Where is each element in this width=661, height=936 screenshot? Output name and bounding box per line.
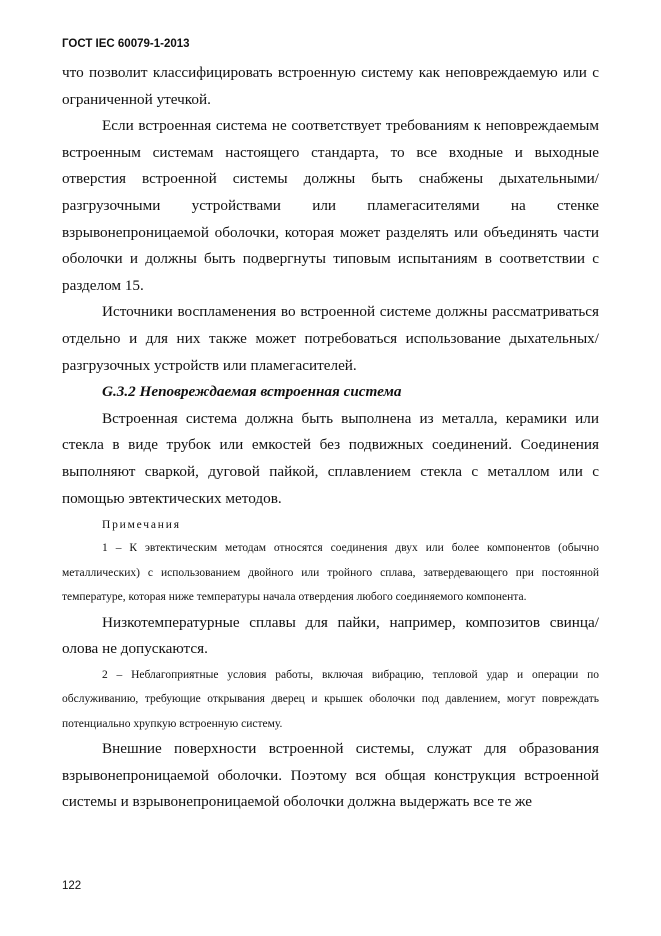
page-number: 122 (62, 880, 82, 892)
paragraph: Низкотемпературные сплавы для пайки, например, композитов свинца/олова не допускаются. (62, 613, 599, 658)
document-header: ГОСТ IEC 60079-1-2013 (62, 38, 190, 50)
note-item: 2 – Неблагоприятные условия работы, включая вибрацию, тепловой удар и операции по обслуживанию, требующие открывания дверец и крышек оболочки под давлением, могут повреждать потенциально хрупкую встроенную систему. (62, 668, 599, 730)
paragraph: Внешние поверхности встроенной системы, служат для образования взрывонепроницаемой оболочки. Поэтому вся общая конструкция встроенной системы и взрывонепроницаемой оболочки должна выдержать все те же (62, 740, 599, 811)
notes-title: Примечания (102, 519, 181, 532)
paragraph: Если встроенная система не соответствует требованиям к неповреждаемым встроенным системам настоящего стандарта, то все входные и выходные отверстия встроенной системы должны быть снабжены дыхательными/разгрузочными устройствами или пламегасителями на стенке взрывонепроницаемой оболочки, которая может разделять или объединять части оболочки и должны быть подвергнуты типовым испытаниям в соответствии с разделом 15. (62, 117, 599, 294)
paragraph-continuation: что позволит классифицировать встроенную систему как неповреждаемую или с ограниченной утечкой. (62, 64, 599, 108)
paragraph: Встроенная система должна быть выполнена из металла, керамики или стекла в виде трубок или емкостей без подвижных соединений. Соединения выполняют сваркой, дуговой пайкой, сплавлением стекла с металлом или с помощью эвтектических методов. (62, 409, 599, 507)
paragraph: Источники воспламенения во встроенной системе должны рассматриваться отдельно и для них также может потребоваться использование дыхательных/разгрузочных устройств или пламегасителей. (62, 303, 599, 374)
page-body (62, 60, 599, 816)
note-item: 1 – К эвтектическим методам относятся соединения двух или более компонентов (обычно металлических) с использованием двойного или тройного сплава, затвердевающего при постоянной температуре, которая ниже температуры начала отвердения любого соединяемого компонента. (62, 542, 599, 604)
section-heading: G.3.2 Неповреждаемая встроенная система (102, 383, 402, 401)
